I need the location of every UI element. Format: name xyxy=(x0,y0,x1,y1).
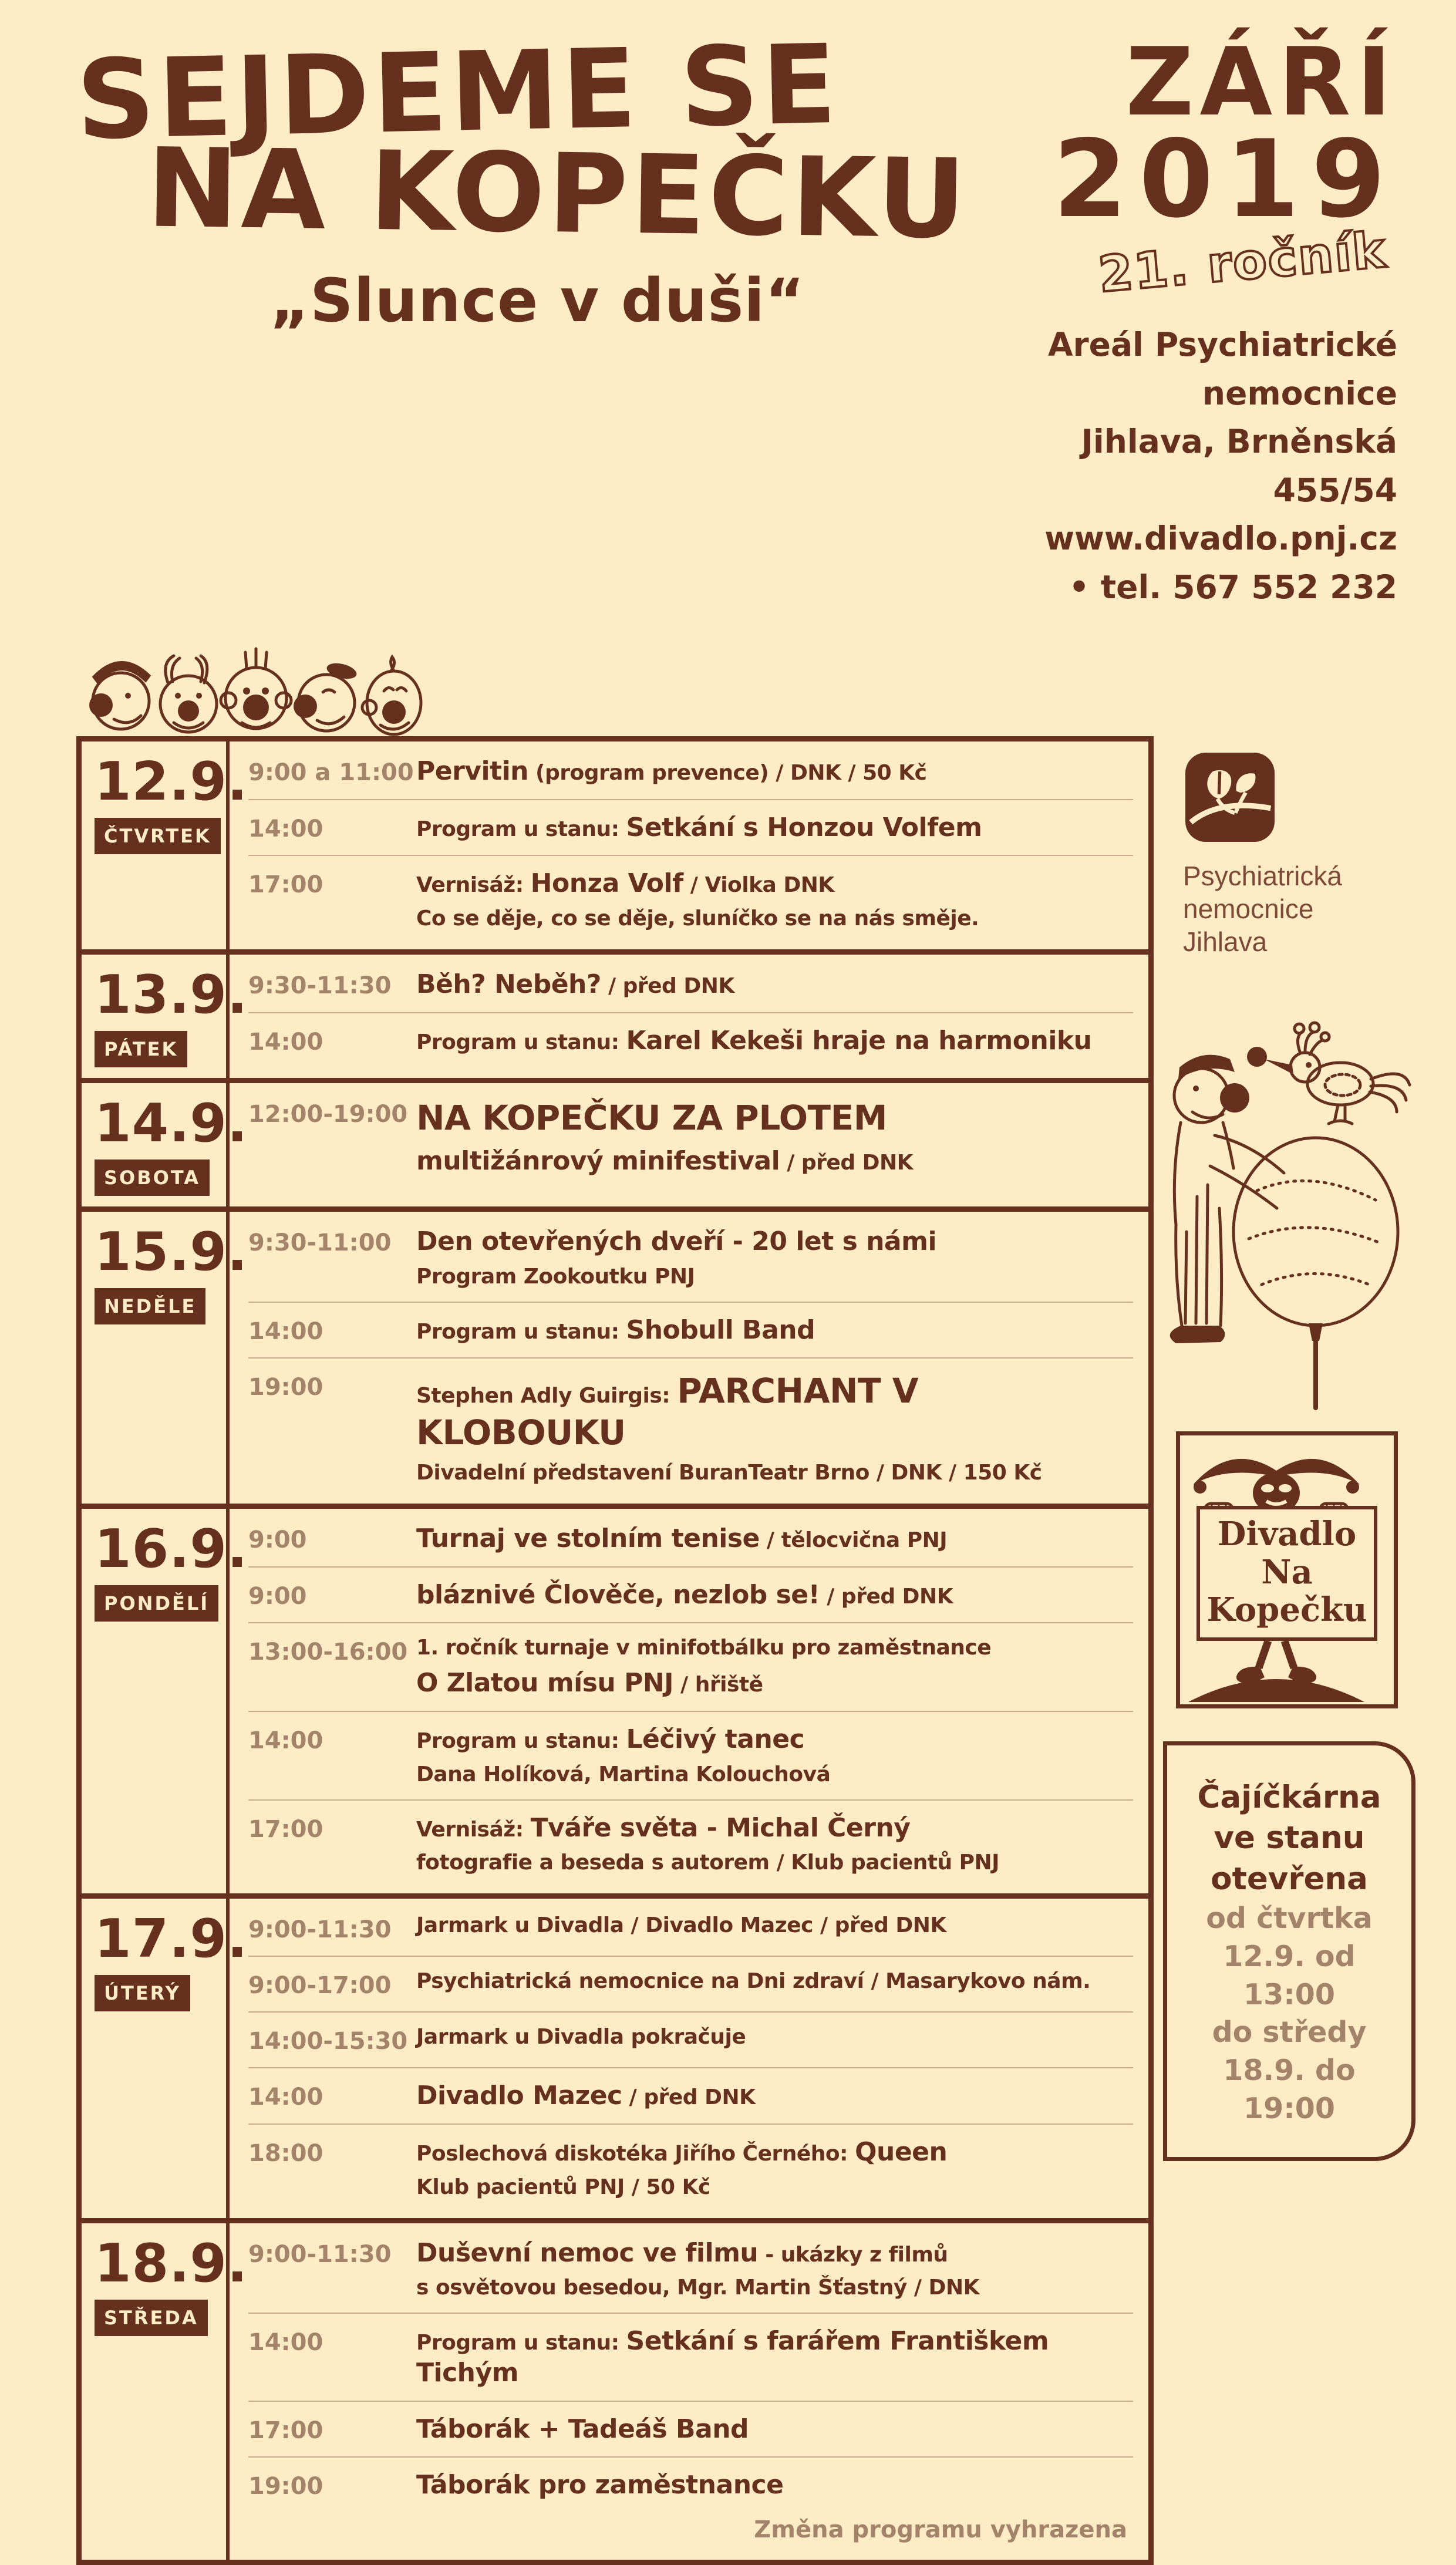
event-time: 9:00-11:30 xyxy=(248,1916,392,1944)
event-row xyxy=(248,2401,1133,2457)
event-time: 9:00-17:00 xyxy=(248,1972,392,2000)
event-text: Poslechová diskotéka Jiřího Černého: Queen Klub pacientů PNJ / 50 Kč xyxy=(416,2137,948,2199)
header xyxy=(75,20,1415,611)
event-row xyxy=(248,855,1133,943)
event-row xyxy=(248,1302,1133,1358)
event-text: 1. ročník turnaje v minifotbálku pro zaměstnance O Zlatou mísu PNJ / hřiště xyxy=(416,1636,992,1698)
day-row-17-9 xyxy=(82,1893,1148,2217)
event-text: Jarmark u Divadla pokračuje xyxy=(416,2025,746,2050)
event-text: Program u stanu: Karel Kekeši hraje na harmoniku xyxy=(416,1025,1092,1056)
event-time: 14:00 xyxy=(248,1028,323,1056)
event-text: Vernisáž: Honza Volf / Violka DNK Co se děje, co se děje, sluníčko se na nás směje. xyxy=(416,868,979,931)
event-time: 9:00 xyxy=(248,1526,307,1553)
weekday-badge: ČTVRTEK xyxy=(95,818,221,854)
event-row xyxy=(248,1357,1133,1498)
date-label: 18.9. xyxy=(95,2232,248,2294)
date-cell xyxy=(82,1212,248,1504)
event-row xyxy=(248,1711,1133,1799)
tea-room-hours: 12.9. od 13:00 xyxy=(1223,1940,1356,2011)
event-row xyxy=(248,744,1133,799)
event-time: 12:00-19:00 xyxy=(248,1101,408,1128)
board xyxy=(76,736,1415,2565)
event-time: 9:30-11:00 xyxy=(248,1229,392,1257)
events-list xyxy=(230,1083,1148,1206)
event-row xyxy=(248,1901,1133,1956)
weekday-badge: PÁTEK xyxy=(95,1031,187,1067)
event-time: 14:00-15:30 xyxy=(248,2028,408,2055)
event-text: Psychiatrická nemocnice na Dni zdraví / Masarykovo nám. xyxy=(416,1969,1091,1994)
events-list xyxy=(230,1212,1148,1504)
weekday-badge: PONDĚLÍ xyxy=(95,1585,218,1622)
event-time: 17:00 xyxy=(248,2416,323,2444)
day-row-16-9 xyxy=(82,1504,1148,1894)
event-time: 14:00 xyxy=(248,2084,323,2111)
clowns-illustration xyxy=(80,622,432,742)
date-cell xyxy=(82,741,248,949)
day-row-14-9 xyxy=(82,1078,1148,1206)
event-text: Běh? Neběh? / před DNK xyxy=(416,969,734,1000)
schedule-table xyxy=(76,736,1154,2565)
clown-with-balloon-and-bird-illustration xyxy=(1169,997,1415,1408)
tea-room-line: otevřena xyxy=(1211,1861,1368,1897)
address-line1: Areál Psychiatrické nemocnice xyxy=(1047,326,1397,412)
weekday-badge: NEDĚLE xyxy=(95,1288,205,1324)
event-time: 17:00 xyxy=(248,871,323,899)
weekday-badge: ÚTERÝ xyxy=(95,1975,190,2011)
date-cell xyxy=(82,1083,248,1206)
theatre-logo-sign: Divadlo Na Kopečku xyxy=(1197,1506,1377,1640)
tea-room-hours: do středy xyxy=(1212,2015,1367,2050)
day-row-15-9 xyxy=(82,1206,1148,1504)
event-time: 9:00 a 11:00 xyxy=(248,759,414,786)
day-row-13-9 xyxy=(82,949,1148,1078)
day-row-12-9 xyxy=(82,741,1148,949)
date-label: 15.9. xyxy=(95,1221,248,1283)
event-row xyxy=(248,1799,1133,1888)
event-text: bláznivé Člověče, nezlob se! / před DNK xyxy=(416,1579,953,1610)
tea-room-hours: 18.9. do 19:00 xyxy=(1223,2054,1356,2125)
month-label: ZÁŘÍ xyxy=(1125,27,1397,137)
poster-title-line2: NA KOPEČKU xyxy=(146,124,970,263)
events-list xyxy=(230,1899,1148,2217)
edition-label: 21. ročník xyxy=(1096,221,1389,304)
event-row xyxy=(248,957,1133,1012)
event-text: Program u stanu: Shobull Band xyxy=(416,1314,815,1345)
poster-motto: „Slunce v duši“ xyxy=(270,266,805,336)
date-cell xyxy=(82,2223,248,2560)
event-text: Program u stanu: Léčivý tanec Dana Holíková, Martina Kolouchová xyxy=(416,1724,831,1787)
events-list xyxy=(230,1509,1148,1894)
date-label: 12.9. xyxy=(95,751,248,813)
event-row xyxy=(248,1622,1133,1711)
day-row-18-9 xyxy=(82,2218,1148,2560)
event-row xyxy=(248,2313,1133,2400)
event-time: 18:00 xyxy=(248,2140,323,2168)
event-row xyxy=(248,1566,1133,1623)
legs-and-hill-icon xyxy=(1188,1641,1364,1702)
event-row xyxy=(248,1012,1133,1069)
tea-room-hours: od čtvrtka xyxy=(1206,1902,1373,1936)
weekday-badge: SOBOTA xyxy=(95,1160,210,1196)
date-cell xyxy=(82,1509,248,1894)
event-time: 19:00 xyxy=(248,2473,323,2500)
ginkgo-leaf-logo xyxy=(1183,750,1277,844)
event-text: Stephen Adly Guirgis: PARCHANT V KLOBOUKU Divadelní představení BuranTeatr Brno / DNK / 150 Kč xyxy=(416,1371,1042,1485)
events-list xyxy=(230,955,1148,1078)
event-text: Táborák + Tadeáš Band xyxy=(416,2414,749,2444)
events-list xyxy=(230,2223,1148,2560)
event-text: Táborák pro zaměstnance xyxy=(416,2470,784,2500)
tea-room-line: Čajíčkárna xyxy=(1197,1779,1381,1815)
event-row xyxy=(248,2067,1133,2124)
event-time: 17:00 xyxy=(248,1815,323,1843)
event-time: 9:00-11:30 xyxy=(248,2240,392,2268)
contact-line: www.divadlo.pnj.cz • tel. 567 552 232 xyxy=(1044,520,1397,606)
event-row xyxy=(248,1956,1133,2011)
event-time: 19:00 xyxy=(248,1374,323,1401)
mask-and-hat-icon xyxy=(1188,1435,1364,1518)
pnj-logo-text: Psychiatrická nemocnice Jihlava xyxy=(1183,861,1342,958)
event-row xyxy=(248,2011,1133,2067)
events-list xyxy=(230,741,1148,949)
sidebar xyxy=(1169,736,1415,2565)
address-line2: Jihlava, Brněnská 455/54 xyxy=(1081,423,1397,509)
event-text: Turnaj ve stolním tenise / tělocvična PNJ xyxy=(416,1523,948,1553)
event-text: Pervitin (program prevence) / DNK / 50 Kč xyxy=(416,756,927,786)
event-text: NA KOPEČKU ZA PLOTEM multižánrový minifestival / před DNK xyxy=(416,1098,914,1176)
event-row xyxy=(248,1511,1133,1566)
date-label: 16.9. xyxy=(95,1518,248,1580)
event-text: Program u stanu: Setkání s farářem Františkem Tichým xyxy=(416,2326,1049,2388)
event-time: 9:00 xyxy=(248,1582,307,1610)
masked-clown-sign-logo xyxy=(1176,1431,1398,1708)
event-time: 9:30-11:30 xyxy=(248,972,392,1000)
event-time: 14:00 xyxy=(248,1727,323,1755)
event-time: 14:00 xyxy=(248,1317,323,1345)
event-row xyxy=(248,2456,1133,2513)
event-row xyxy=(248,799,1133,855)
date-label: 14.9. xyxy=(95,1093,248,1155)
event-time: 13:00-16:00 xyxy=(248,1639,408,1666)
tea-room-box xyxy=(1163,1741,1415,2162)
event-text: Duševní nemoc ve filmu - ukázky z filmů s osvětovou besedou, Mgr. Martin Šťastný / DNK xyxy=(416,2237,979,2300)
event-time: 14:00 xyxy=(248,815,323,842)
event-text: Jarmark u Divadla / Divadlo Mazec / před DNK xyxy=(416,1913,946,1938)
event-text: Program u stanu: Setkání s Honzou Volfem xyxy=(416,812,982,842)
year-label: 2019 xyxy=(1053,117,1397,241)
event-text: Vernisáž: Tváře světa - Michal Černý fotografie a beseda s autorem / Klub pacientů PNJ xyxy=(416,1812,1000,1875)
event-text: Den otevřených dveří - 20 let s námi Program Zookoutku PNJ xyxy=(416,1226,937,1289)
event-row xyxy=(248,1214,1133,1302)
event-time: 14:00 xyxy=(248,2329,323,2357)
tea-room-line: ve stanu xyxy=(1214,1820,1365,1856)
event-row xyxy=(248,1086,1133,1189)
header-right xyxy=(1039,27,1415,611)
date-label: 17.9. xyxy=(95,1908,248,1970)
event-row xyxy=(248,2124,1133,2212)
weekday-badge: STŘEDA xyxy=(95,2300,208,2336)
date-label: 13.9. xyxy=(95,964,248,1026)
title-block xyxy=(75,20,1033,611)
event-row xyxy=(248,2226,1133,2313)
event-text: Divadlo Mazec / před DNK xyxy=(416,2081,756,2111)
date-cell xyxy=(82,955,248,1078)
date-cell xyxy=(82,1899,248,2217)
poster-title-line1: SEJDEME SE xyxy=(75,20,841,164)
address-block xyxy=(1039,321,1397,611)
program-change-note: Změna programu vyhrazena xyxy=(754,2516,1127,2544)
